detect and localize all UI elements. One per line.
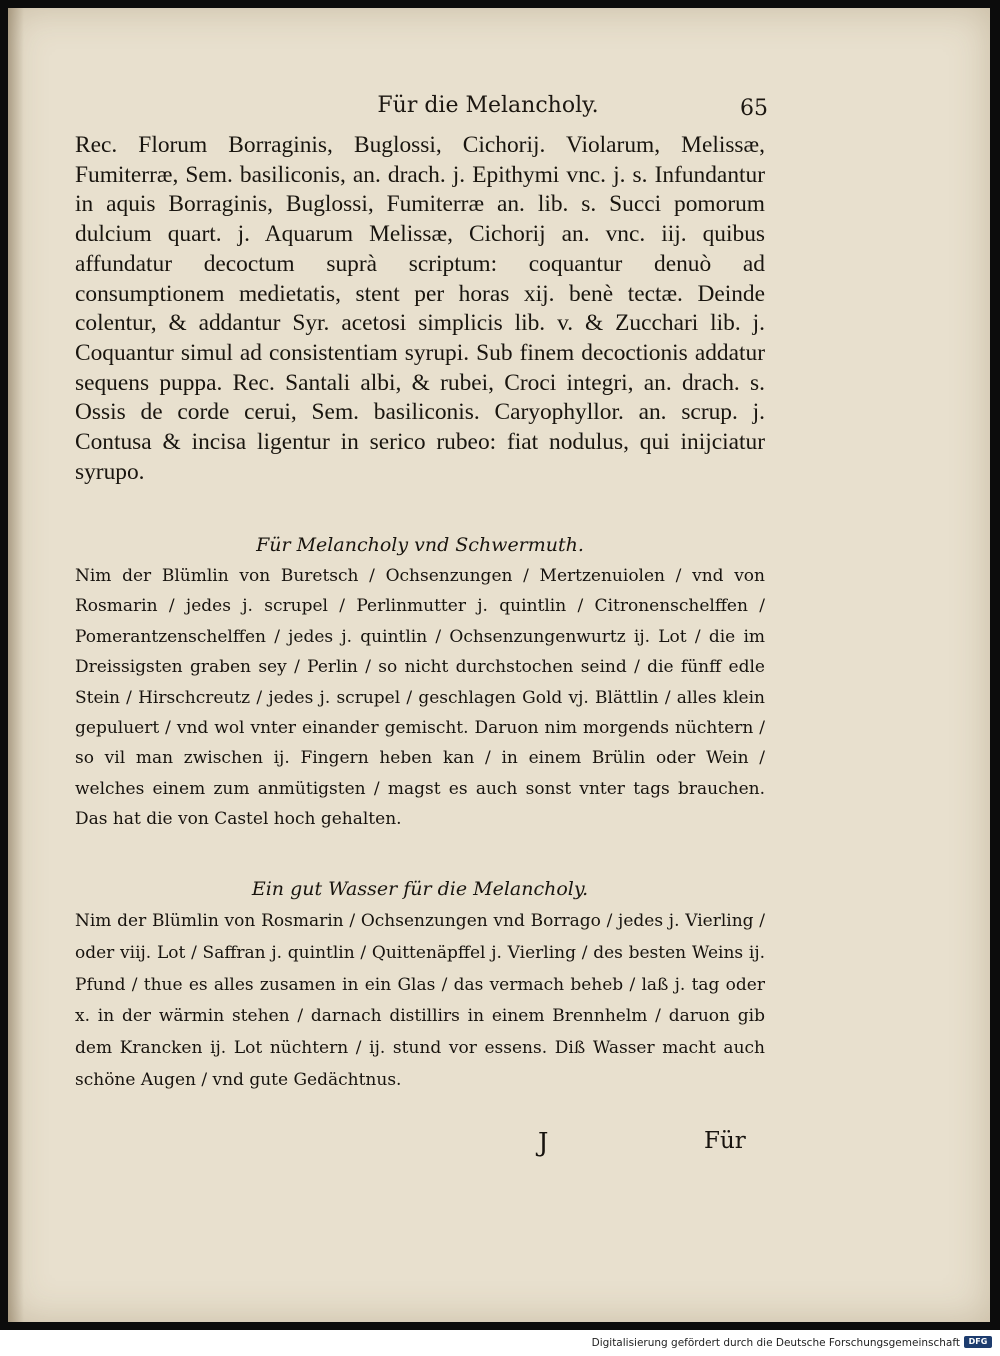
page-number: 65 (740, 96, 768, 121)
german-recipe-paragraph-2: Nim der Blümlin von Rosmarin / Ochsenzungen vnd Borrago / jedes j. Vierling / oder viij. Lot / Saffran j. quintlin / Quittenäpffel j. Vierling / des besten Weins ij. Pfund / thue es alles zusamen in ein Glas / das vermach beheb / laß j. tag oder x. in der wärmin stehen / darnach distillirs in einem Brennhelm / daruon gib dem Krancken ij. Lot nüchtern / ij. stund vor essens. Diß Wasser macht auch schöne Augen / vnd gute Gedächtnus. (75, 911, 765, 1090)
book-page (8, 8, 990, 1322)
latin-recipe-paragraph: Rec. Florum Borraginis, Buglossi, Cichorij. Violarum, Melissæ, Fumiterræ, Sem. basiliconis, an. drach. j. Epithymi vnc. j. s. Infundantur in aquis Borraginis, Buglossi, Fumiterræ an. lib. s. Succi pomorum dulcium quart. j. Aquarum Melissæ, Cichorij an. vnc. iij. quibus affundatur decoctum suprà scriptum: coquantur denuò ad consumptionem medietatis, stent per horas xij. benè tectæ. Deinde colentur, & addantur Syr. acetosi simplicis lib. v. & Zucchari lib. j. Coquantur simul ad consistentiam syrupi. Sub finem decoctionis addatur sequens puppa. Rec. Santali albi, & rubei, Croci integri, an. drach. s. Ossis de corde cerui, Sem. basiliconis. Caryophyllor. an. scrup. j. Contusa & incisa ligentur in serico rubeo: fiat nodulus, qui inijciatur syrupo. (75, 132, 765, 485)
dfg-logo[interactable]: DFG (964, 1336, 992, 1348)
section-heading-wasser: Ein gut Wasser für die Melancholy. (251, 878, 589, 900)
german-recipe-paragraph-1: Nim der Blümlin von Buretsch / Ochsenzungen / Mertzenuiolen / vnd von Rosmarin / jedes j. scrupel / Perlinmutter j. quintlin / Citronenschelffen / Pomerantzenschelffen / jedes j. quintlin / Ochsenzungenwurtz ij. Lot / die im Dreissigsten graben sey / Perlin / so nicht durchstochen seind / die fünff edle Stein / Hirschcreutz / jedes j. scrupel / geschlagen Gold vj. Blättlin / alles klein gepuluert / vnd wol vnter einander gemischt. Daruon nim morgends nüchtern / so vil man zwischen ij. Fingern heben kan / in einem Brülin oder Wein / welches einem zum anmütigsten / magst es auch sonst vnter tags brauchen. Das hat die von Castel hoch gehalten. (75, 566, 765, 830)
section-heading-melancholy: Für Melancholy vnd Schwermuth. (256, 534, 584, 556)
catchword: Für (704, 1128, 746, 1154)
funding-credit: Digitalisierung gefördert durch die Deutsche Forschungsgemeinschaft (591, 1337, 960, 1349)
running-header: Für die Melancholy. (377, 93, 599, 118)
footer-bar (0, 1330, 1000, 1356)
signature-mark: J (538, 1128, 549, 1158)
